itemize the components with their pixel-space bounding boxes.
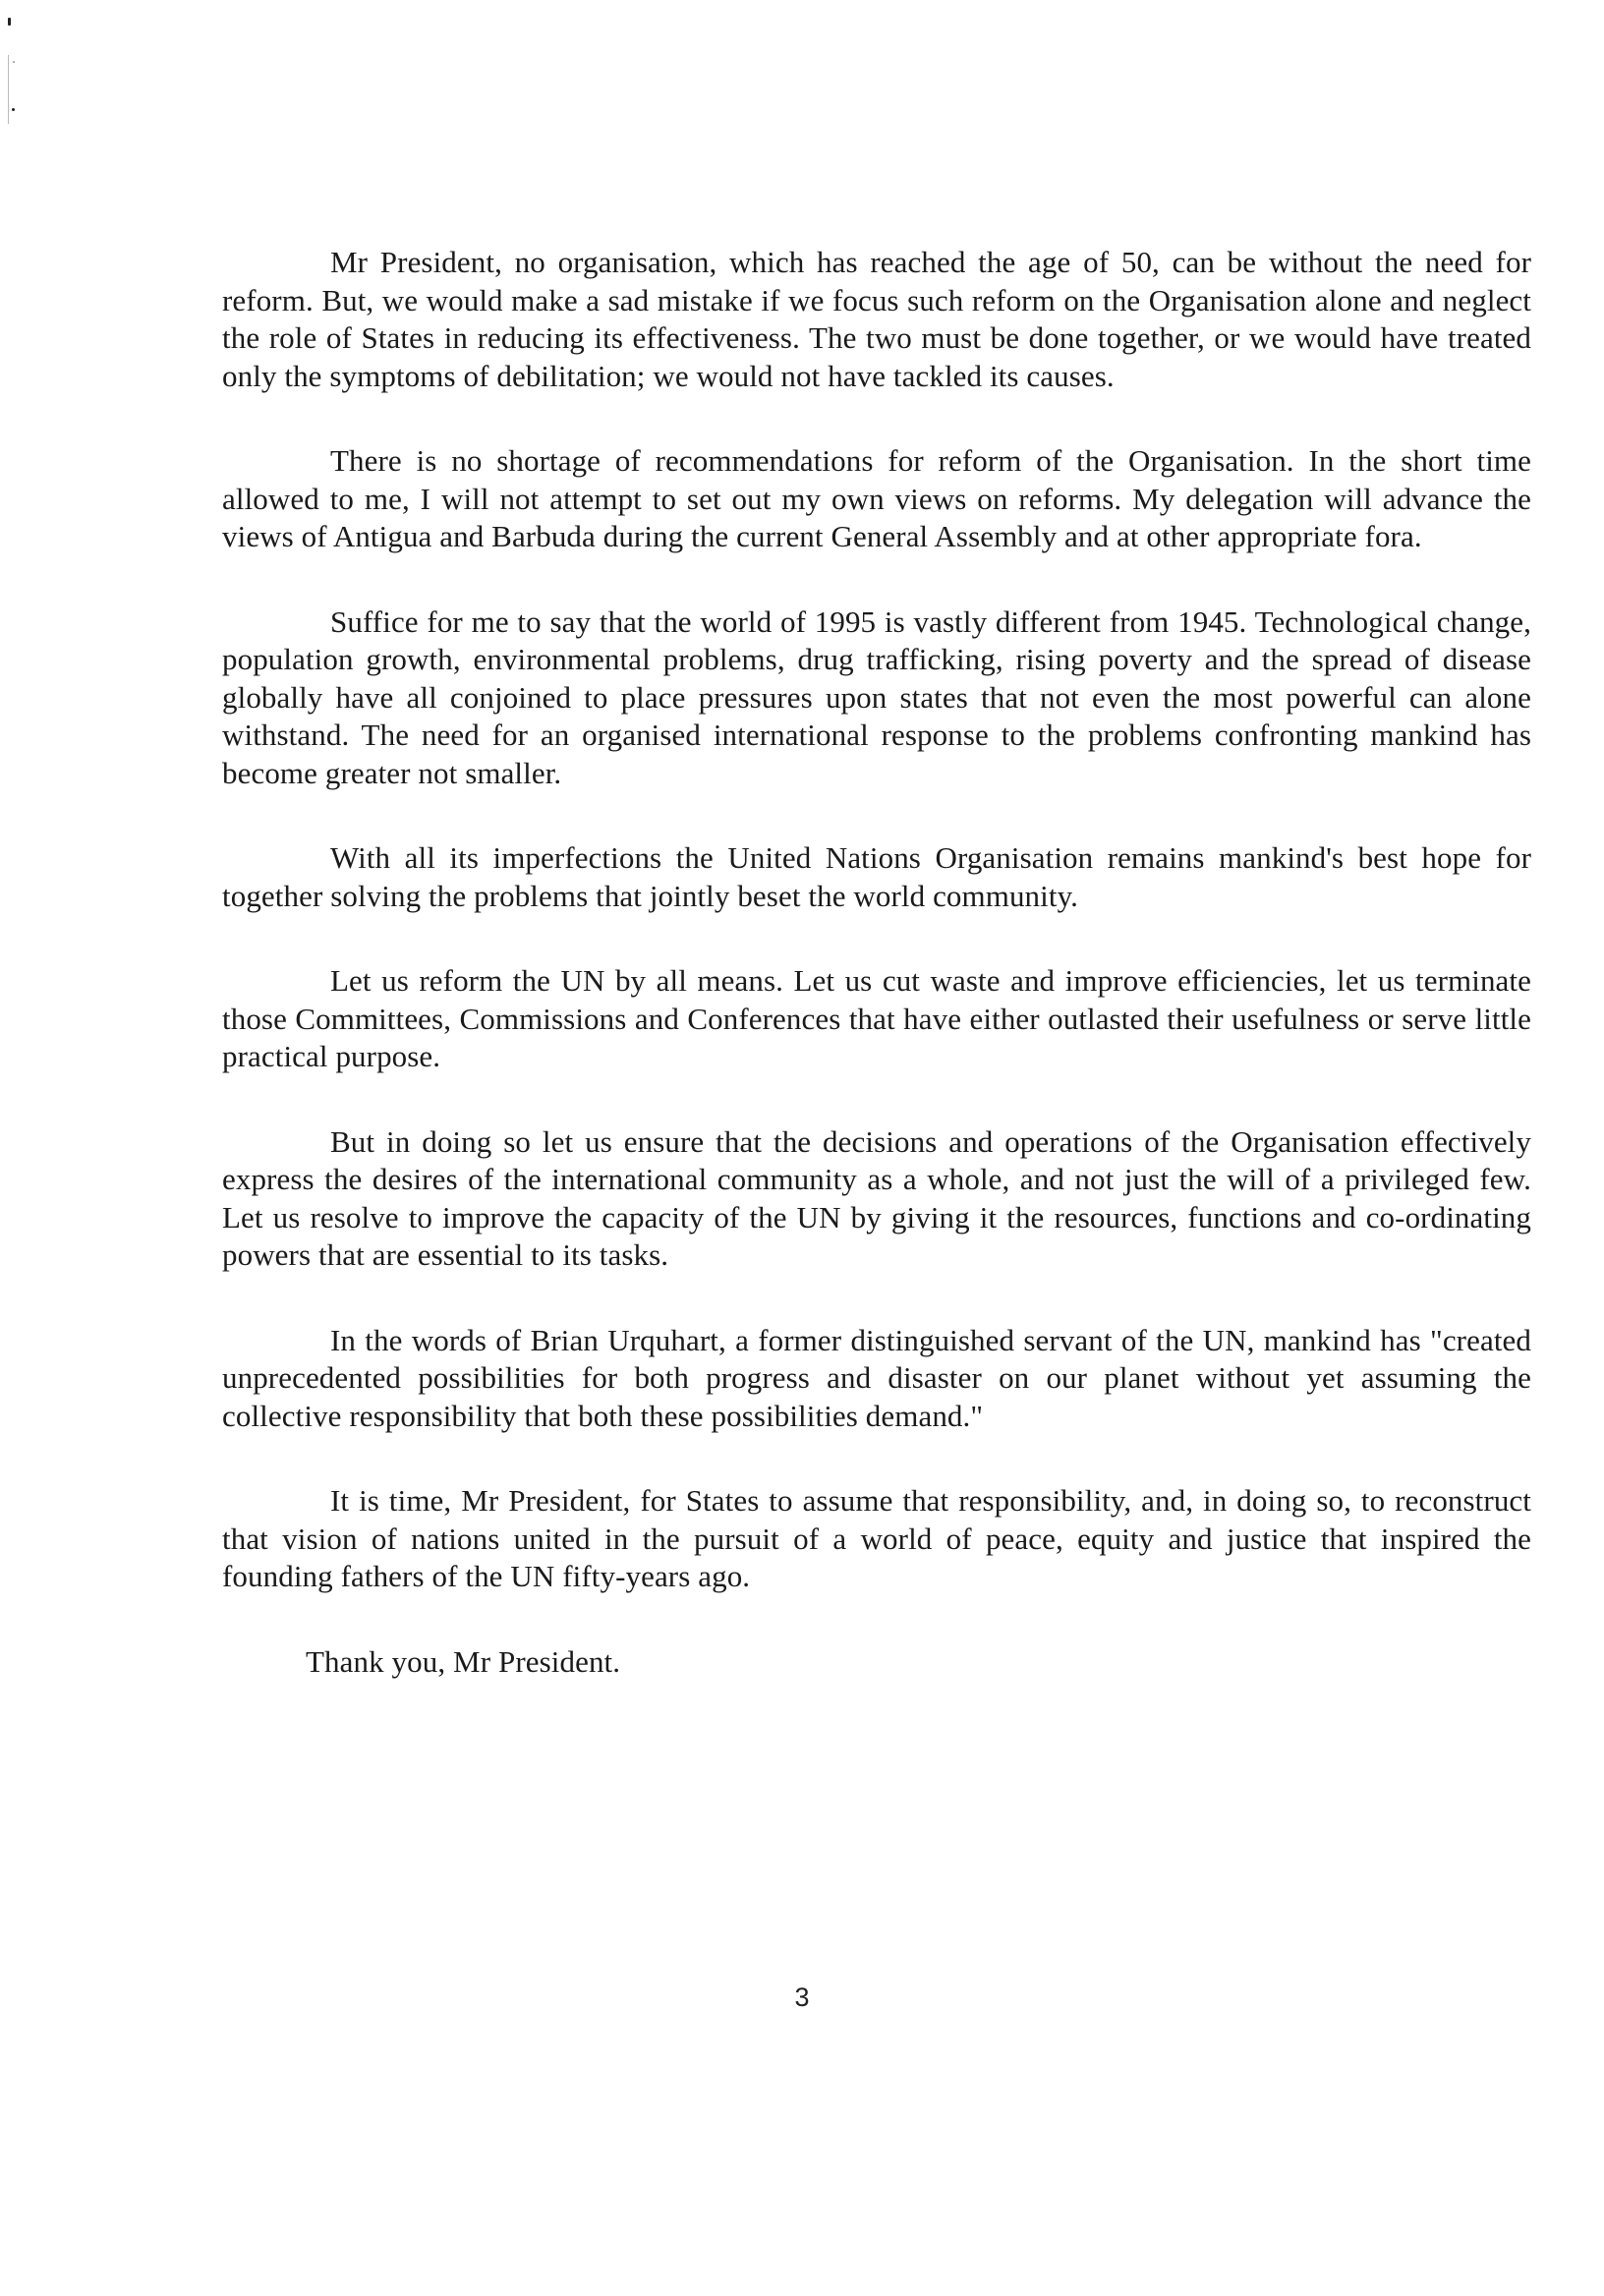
document-body — [222, 244, 1531, 1728]
paragraph: Mr President, no organisation, which has reached the age of 50, can be without the need for reform. But, we would make a sad mistake if we focus such reform on the Organisation alone and neglect the role of States in reducing its effectiveness. The two must be done together, or we would have treated only the symptoms of debilitation; we would not have tackled its causes. — [222, 245, 1531, 393]
paragraph: With all its imperfections the United Nations Organisation remains mankind's best hope for together solving the problems that jointly beset the world community. — [222, 840, 1531, 913]
paragraph: There is no shortage of recommendations for reform of the Organisation. In the short time allowed to me, I will not attempt to set out my own views on reforms. My delegation will advance the views of Antigua and Barbuda during the current General Assembly and at other appropriate fora. — [222, 443, 1531, 553]
paragraph: Let us reform the UN by all means. Let us cut waste and improve efficiencies, let us terminate those Committees, Commissions and Conferences that have either outlasted their usefulness or serve little practical purpose. — [222, 963, 1531, 1073]
page-number: 3 — [794, 1982, 810, 2012]
paragraph: It is time, Mr President, for States to assume that responsibility, and, in doing so, to reconstruct that vision of nations united in the pursuit of a world of peace, equity and justice that inspired the founding fathers of the UN fifty-years ago. — [222, 1483, 1531, 1593]
paragraph: In the words of Brian Urquhart, a former distinguished servant of the UN, mankind has "created unprecedented possibilities for both progress and disaster on our planet without yet assuming the collective responsibility that both these possibilities demand." — [222, 1322, 1531, 1433]
paragraph: But in doing so let us ensure that the decisions and operations of the Organisation effectively express the desires of the international community as a whole, and not just the will of a privileged few. Let us resolve to improve the capacity of the UN by giving it the resources, functions and co-ordinating powers that are essential to its tasks. — [222, 1123, 1531, 1272]
paragraph: Suffice for me to say that the world of 1995 is vastly different from 1945. Technological change, population growth, environmental problems, drug trafficking, rising poverty and the spread of disease globally have all conjoined to place pressures upon states that not even the most powerful can alone withstand. The need for an organised international response to the problems confronting mankind has become greater not smaller. — [222, 603, 1531, 790]
scan-artifact-dot — [12, 108, 15, 111]
scan-artifact-mark — [8, 18, 11, 26]
scan-artifact-dot — [13, 61, 15, 63]
closing-line: Thank you, Mr President. — [306, 1643, 621, 1679]
scan-artifact-line — [8, 55, 9, 124]
